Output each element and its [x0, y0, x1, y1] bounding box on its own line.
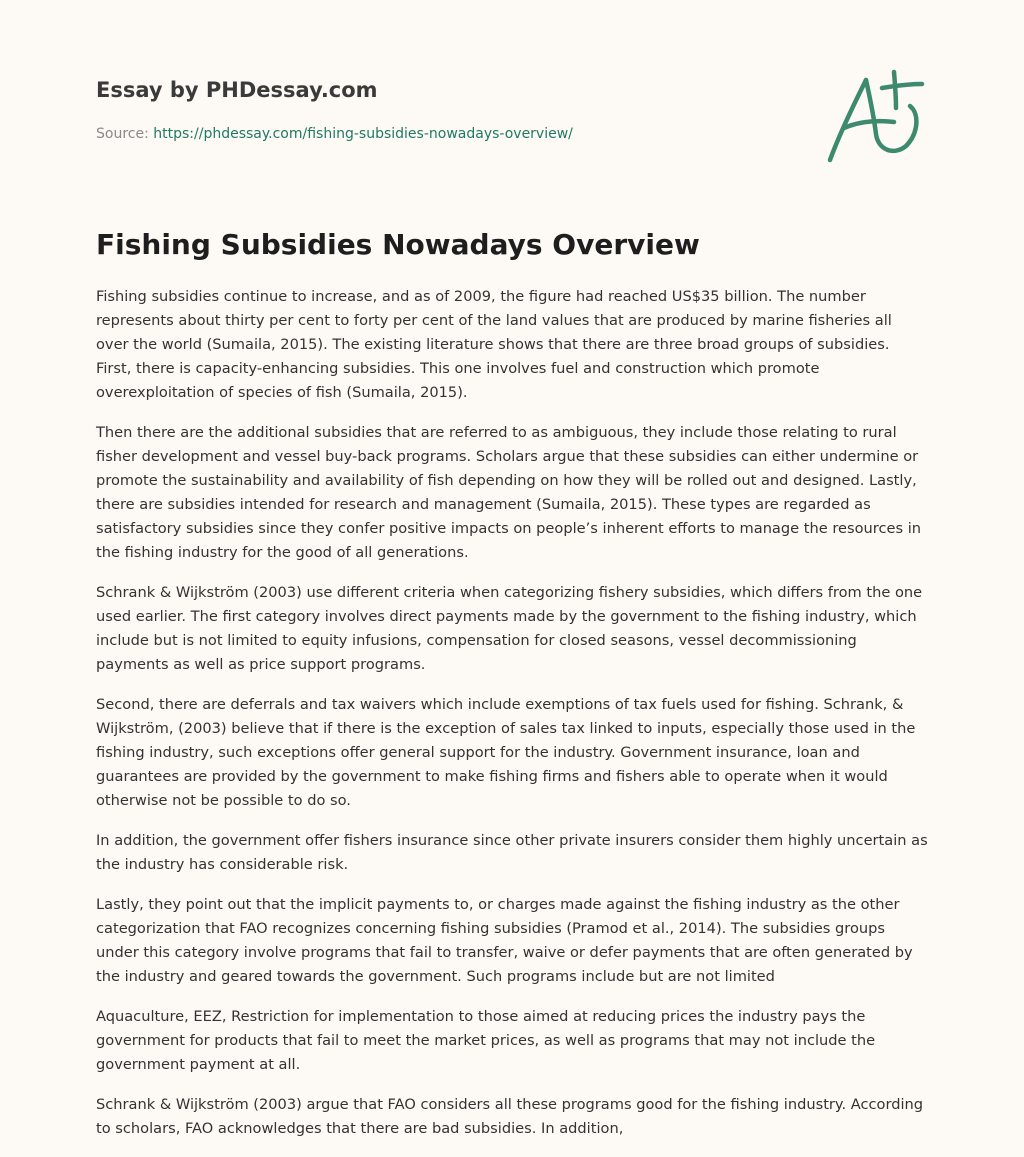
paragraph: Fishing subsidies continue to increase, and as of 2009, the figure had reached US$35 billion. The number represents about thirty per cent to forty per cent of the land values that are produced by marine fisheries all over the world (Sumaila, 2015). The existing literature shows that there are three broad groups of subsidies. First, there is capacity-enhancing subsidies. This one involves fuel and construction which promote overexploitation of species of fish (Sumaila, 2015). [96, 288, 892, 401]
source-line [96, 124, 573, 144]
paragraph: Schrank & Wijkström (2003) use different criteria when categorizing fishery subsidies, which differs from the one used earlier. The first category involves direct payments made by the government to the fishing industry, which include but is not limited to equity infusions, compensation for closed seasons, vessel decommissioning payments as well as price support programs. [96, 584, 923, 673]
paragraph: Aquaculture, EEZ, Restriction for implementation to those aimed at reducing prices the industry pays the government for products that fail to meet the market prices, as well as programs that may not include the government payment at all. [96, 1008, 876, 1073]
paragraph: In addition, the government offer fishers insurance since other private insurers consider them highly uncertain as the industry has considerable risk. [96, 832, 928, 873]
paragraph: Lastly, they point out that the implicit payments to, or charges made against the fishing industry as the other categorization that FAO recognizes concerning fishing subsidies (Pramod et al., 2014). The subsidies groups under this category involve programs that fail to transfer, waive or defer payments that are often generated by the industry and geared towards the government. Such programs include but are not limited [96, 896, 913, 985]
a-plus-logo-icon [822, 68, 926, 166]
header [96, 76, 696, 104]
paragraph: Schrank & Wijkström (2003) argue that FAO considers all these programs good for the fishing industry. According to scholars, FAO acknowledges that there are bad subsidies. In addition, [96, 1096, 924, 1137]
paragraph: Then there are the additional subsidies that are referred to as ambiguous, they include those relating to rural fisher development and vessel buy-back programs. Scholars argue that these subsidies can either undermine or promote the sustainability and availability of fish depending on how they will be rolled out and designed. Lastly, there are subsidies intended for research and management (Sumaila, 2015). These types are regarded as satisfactory subsidies since they confer positive impacts on people’s inherent efforts to manage the resources in the fishing industry for the good of all generations. [96, 424, 922, 561]
paragraph: Second, there are deferrals and tax waivers which include exemptions of tax fuels used for fishing. Schrank, & Wijkström, (2003) believe that if there is the exception of sales tax linked to inputs, especially those used in the fishing industry, such exceptions offer general support for the industry. Government insurance, loan and guarantees are provided by the government to make fishing firms and fishers able to operate when it would otherwise not be possible to do so. [96, 696, 916, 809]
site-title: Essay by PHDessay.com [96, 78, 378, 102]
essay-title: Fishing Subsidies Nowadays Overview [96, 228, 700, 261]
source-label: Source: [96, 126, 149, 142]
essay-body [96, 285, 928, 1157]
source-link[interactable]: https://phdessay.com/fishing-subsidies-nowadays-overview/ [153, 126, 573, 142]
